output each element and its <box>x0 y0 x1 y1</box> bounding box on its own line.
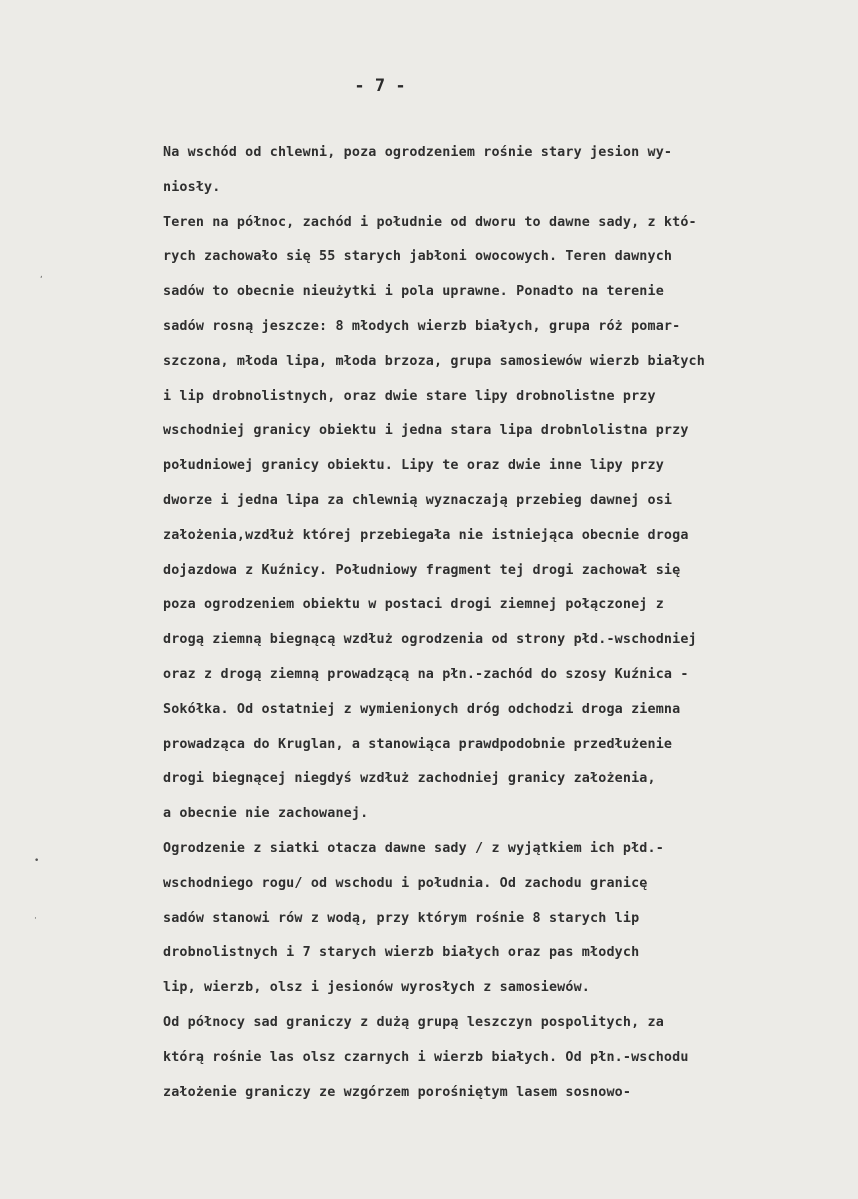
text-line: poza ogrodzeniem obiektu w postaci drogi ziemnej połączonej z <box>163 597 664 613</box>
text-line: dworze i jedna lipa za chlewnią wyznaczają przebieg dawnej osi <box>163 492 673 508</box>
text-line: dojazdowa z Kuźnicy. Południowy fragment tej drogi zachował się <box>163 562 681 578</box>
text-line: południowej granicy obiektu. Lipy te oraz dwie inne lipy przy <box>163 458 664 474</box>
text-line: Sokółka. Od ostatniej z wymienionych dróg odchodzi droga ziemna <box>163 701 681 717</box>
margin-mark: • <box>34 856 40 866</box>
text-line: szczona, młoda lipa, młoda brzoza, grupa samosiewów wierzb białych <box>163 353 705 369</box>
margin-mark: ʹ <box>40 276 43 286</box>
text-line: Teren na północ, zachód i południe od dworu to dawne sady, z któ- <box>163 214 697 230</box>
text-line: Ogrodzenie z siatki otacza dawne sady / z wyjątkiem ich płd.- <box>163 840 664 856</box>
text-line: drobnolistnych i 7 starych wierzb białych oraz pas młodych <box>163 945 640 961</box>
text-line: Od północy sad graniczy z dużą grupą leszczyn pospolitych, za <box>163 1014 664 1030</box>
text-line: którą rośnie las olsz czarnych i wierzb białych. Od płn.-wschodu <box>163 1049 689 1065</box>
text-line: Na wschód od chlewni, poza ogrodzeniem rośnie stary jesion wy- <box>163 145 673 160</box>
text-line: założenie graniczy ze wzgórzem porośniętym lasem sosnowo- <box>163 1084 632 1100</box>
margin-mark: · <box>34 914 37 924</box>
text-line: sadów rosną jeszcze: 8 młodych wierzb białych, grupa róż pomar- <box>163 318 681 334</box>
text-line: niosły. <box>163 179 221 195</box>
text-line: a obecnie nie zachowanej. <box>163 806 369 822</box>
text-line: i lip drobnolistnych, oraz dwie stare lipy drobnolistne przy <box>163 388 656 404</box>
text-line: sadów stanowi rów z wodą, przy którym rośnie 8 starych lip <box>163 910 640 926</box>
text-line: wschodniej granicy obiektu i jedna stara lipa drobnlolistna przy <box>163 423 689 439</box>
text-line: lip, wierzb, olsz i jesionów wyrosłych z samosiewów. <box>163 980 591 996</box>
text-line: drogi biegnącej niegdyś wzdłuż zachodniej granicy założenia, <box>163 771 656 787</box>
text-line: prowadząca do Kruglan, a stanowiąca prawdpodobnie przedłużenie <box>163 736 673 752</box>
text-line: wschodniego rogu/ od wschodu i południa. Od zachodu granicę <box>163 875 648 891</box>
page-number: - 7 - <box>354 76 406 96</box>
text-line: oraz z drogą ziemną prowadzącą na płn.-zachód do szosy Kuźnica - <box>163 666 689 682</box>
text-line: drogą ziemną biegnącą wzdłuż ogrodzenia od strony płd.-wschodniej <box>163 632 697 648</box>
text-line: rych zachowało się 55 starych jabłoni owocowych. Teren dawnych <box>163 249 673 265</box>
text-line: sadów to obecnie nieużytki i pola uprawne. Ponadto na terenie <box>163 284 664 300</box>
text-line: założenia,wzdłuż której przebiegała nie istniejąca obecnie droga <box>163 527 689 543</box>
body-text <box>163 136 853 1110</box>
